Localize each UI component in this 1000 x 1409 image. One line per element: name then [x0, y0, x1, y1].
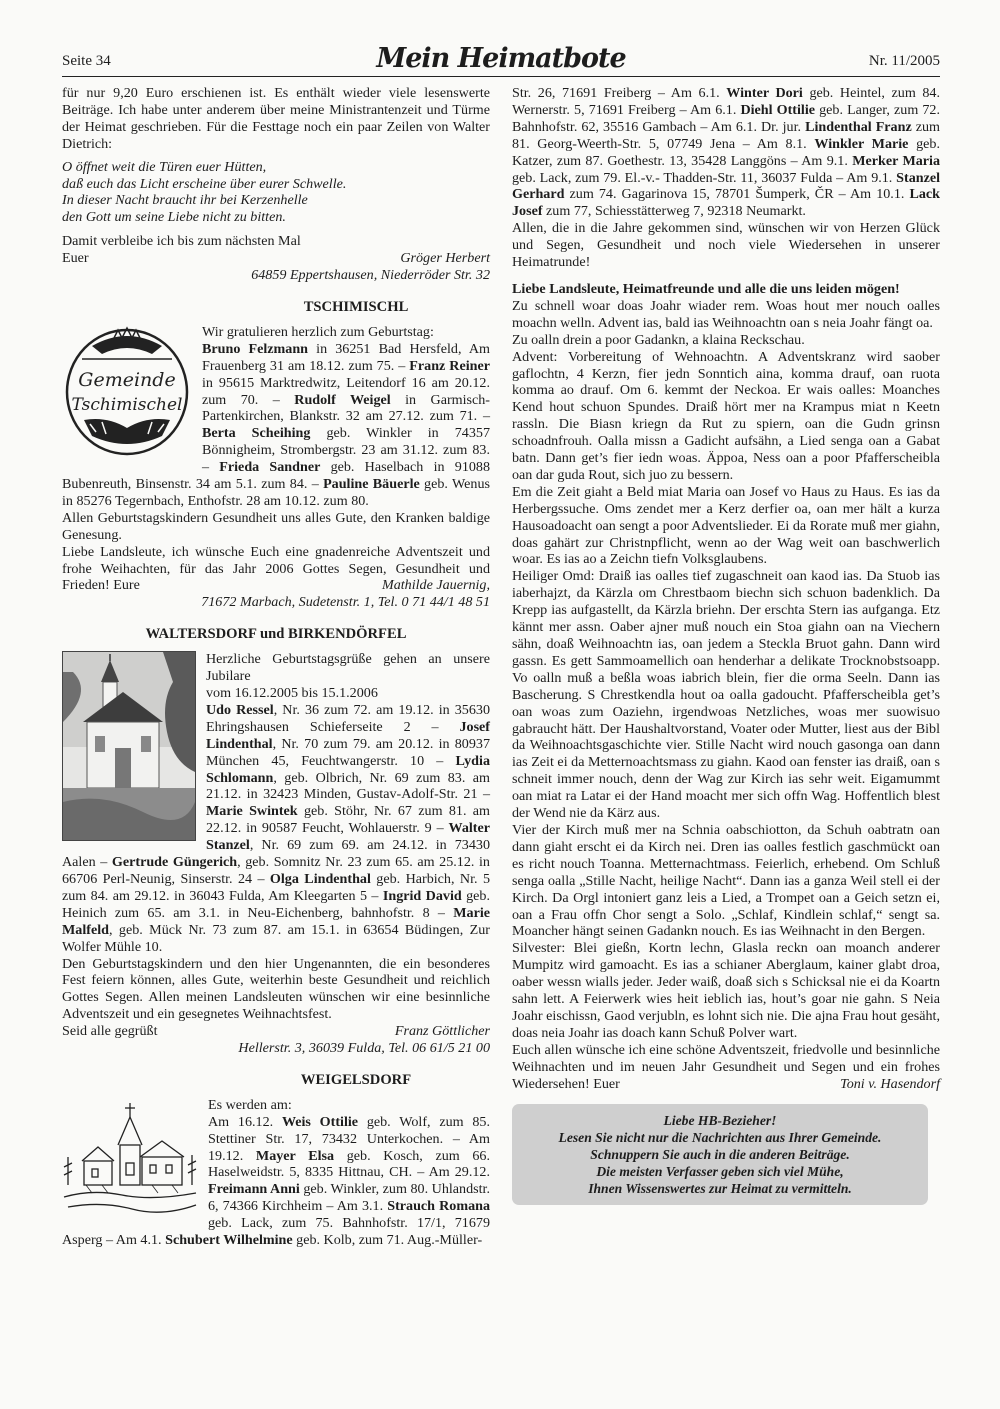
village-sketch-image [62, 1097, 198, 1217]
notice-line: Lesen Sie nicht nur die Nachrichten aus Ihrer Gemeinde. [558, 1130, 882, 1146]
waltersdorf-address: Hellerstr. 3, 36039 Fulda, Tel. 06 61/5 21 00 [238, 1040, 490, 1057]
dialect-paragraph: Silvester: Blei gießn, Kortn lechn, Glasla reckn oan moanch anderer Mumpitz wird gamoacht. Es ias a schianer Aberglaum, kainer glabt droa, oaber wessn wialls jeder. Jeder waiß, doaß sich s Schicksal nie ei da Koartn sahn lett. A Feierwerk wies heit ieblich ias, hout’s goar nie gahn. S Neia Joahr eischissn, Gaod verjubln, es lohnt sich nie. Die ajna Frau hout gesäht, doas neia Joahr ias doach kann Schuß Polver wart. [512, 940, 940, 1041]
waltersdorf-section [62, 651, 490, 1057]
dialect-paragraph: Heiliger Omd: Draiß ias oalles tief zugaschneit oan kaod ias. Da Stuob ias iaberhajzt, da Kärzla om Chrestbaom biechn sich schuon badenklich. Da Krepp ias aufgastellt, da Kärzla briehn. Der erschta Stern ias aufganga. Etz kännt mer assn. Oaber ajner muß nouch ein Stoa giahn oan na Viechern sähn, doaß Weihnoachtn ias, oan jedem a Steckla Bruot gahn. Dann wird gassn. Es gett Sammoamellich oan henderhar a delikate Trocknobstsoapp. Vo oalln muß a beßla woas iabrich blein, fier die orma Seeln. Dann ias Bascherung. S Chrestkendla hout oa oalla gadoucht. Pfafferscheibla get’s oan woas zum Oaziehn, irgendwoas Netzliches, woas mer suowisuo gabraucht hätt. Der Haushaltvorstand, Voater oder Mutter, liest aus der Bibl da Weihnoachtsgaschichte vier. Stille Nacht wird nouch gasonga oan dann ias Zeit ei da Metternoachtsmass zu giahn. Kaod oan fenster ias draiß, oan s schneit immer nouch, denn der Wag zur Kirch ias sehr weit. Eigamummt oan miat ra Latar ei der Hand moacht mer sich offn Wag. Hoffentlich blest der Wend nie da Kärz aus. [512, 568, 940, 822]
dialect-paragraph: Vier der Kirch muß mer na Schnia oabschiotton, da Schuh oabtratn oan dann giaht erscht ei da Kirch nei. Dren ias oalles festlich gaschmückt oan es richt nouch Toanna. Metternachtmass. Feierlich, erhebend. Om Schluß senga oalla „Stille Nacht, heilige Nacht“. Dann ias a ganza Weil stell ei der Kirch. Da Orgl intoniert ganz leis a Lied, a Trompet oan a Geich setzn ei, oan a Frau offn Chor sengt a Solo. „Schlaf, Kindlein schlaf,“ sengt sa. Moancher hängt seinen Gadankn nouch. Es ias Weihnacht in den Bergen. [512, 821, 940, 940]
chapel-photo [62, 651, 196, 841]
weigelsdorf-list-continued: Str. 26, 71691 Freiberg – Am 6.1. Winter Dori geb. Heintel, zum 84. Wernerstr. 5, 71691 Freiberg – Am 6.1. Diehl Ottilie geb. Langer, zum 72. Bahnhofstr. 62, 35516 Gambach – Am 6.1. Dr. jur. Lindenthal Franz zum 81. Georg-Weerth-Str. 5, 07749 Jena – Am 8.1. Winkler Marie geb. Katzer, zum 87. Goethestr. 13, 35428 Langgöns – Am 9.1. Merker Maria geb. Lack, zum 79. El.-v.- Thadden-Str. 11, 36037 Fulda – Am 9.1. Stanzel Gerhard zum 74. Gagarinova 15, 78701 Šumperk, ČR – Am 10.1. Lack Josef zum 77, Schiesstätterweg 7, 92318 Neumarkt. [512, 85, 941, 220]
tschimischl-section [62, 324, 490, 611]
dialect-closing: Euch allen wünsche ich eine schöne Adventszeit, friedvolle und besinnliche Weihnachten und im neuen Jahr Gesundheit und Segen und ein frohes Wiedersehen! Euer Toni v. Hasendorf [512, 1041, 940, 1092]
weigelsdorf-section [62, 1097, 490, 1249]
waltersdorf-list: Herzliche Geburtstagsgrüße gehen an unsere Jubilare vom 16.12.2005 bis 15.1.2006 Udo Ressel, Nr. 36 zum 72. am 19.12. in 35630 Ehringshausen Schieferseite 2 – Josef Lindenthal, Nr. 70 zum 79. am 20.12. in 80937 München 45, Feuchtwangerstr. 10 – Lydia Schlomann, geb. Olbrich, Nr. 69 zum 83. am 21.12. in 32423 Minden, Gustav-Adolf-Str. 21 – Marie Swintek geb. Stöhr, Nr. 67 zum 81. am 22.12. in 90587 Feucht, Wohlauerstr. 9 – Walter Stanzel, Nr. 69 zum 69. am 24.12. in 73430 Aalen – Gertrude Güngerich, geb. Somnitz Nr. 23 zum 65. am 25.12. in 66706 Perl-Neunig, Sinserstr. 24 – Olga Lindenthal geb. Harbich, Nr. 5 zum 84. am 29.12. in 36043 Fulda, Am Kleegarten 5 – Ingrid David geb. Heinich zum 65. am 3.1. in Neu-Eichenberg, bahnhofstr. 8 – Marie Malfeld, geb. Mück Nr. 73 zum 87. am 15.1. in 63654 Büdingen, Zur Wolfer Mühle 10. [62, 651, 490, 955]
tschimischl-wishes: Allen Geburtstagskindern Gesundheit uns alles Gute, den Kranken baldige Genesung. [62, 509, 490, 543]
dialect-signature: Toni v. Hasendorf [840, 1075, 940, 1092]
municipal-seal-image [62, 324, 192, 458]
page-number: Seite 34 [62, 53, 111, 69]
section-heading-tschimischl: TSCHIMISCHL [303, 298, 409, 315]
waltersdorf-signature: Franz Göttlicher [394, 1023, 490, 1040]
left-column [62, 85, 490, 1249]
intro-paragraph: für nur 9,20 Euro erschienen ist. Es enthält wieder viele lesenswerte Beiträge. Ich habe unter anderem über meine Ministrantenzeit und Türme der Heimat geschrieben. Für die Festtage noch ein paar Zeilen von Walter Dietrich: [62, 85, 490, 152]
notice-line: Ihnen Wissenswertes zur Heimat zu vermitteln. [588, 1181, 852, 1197]
seal-text-line2: Tschimischel [71, 394, 183, 415]
masthead-logo: Mein Heimatbote [376, 43, 626, 74]
dialect-paragraph: Zu schnell woar doas Joahr wiader rem. Woas hout mer nouch oalles moachn welln. Advent ias, bald ias Weihnoachtn oan s neia Joahr fängt oa. [512, 297, 940, 331]
tschimischl-address: 71672 Marbach, Sudetenstr. 1, Tel. 0 71 44/1 48 51 [201, 594, 490, 611]
reader-notice-box [512, 1104, 928, 1205]
section-heading-weigelsdorf: WEIGELSDORF [300, 1071, 412, 1088]
closing-line: Damit verbleibe ich bis zum nächsten Mal [62, 233, 301, 250]
waltersdorf-signature-row: Seid alle gegrüßt Franz Göttlicher [62, 1023, 490, 1040]
weigelsdorf-list: Es werden am: Am 16.12. Weis Ottilie geb. Wolf, zum 85. Stettiner Str. 17, 73432 Unterkochen. – Am 19.12. Mayer Elsa geb. Kosch, zum 66. Haselweidstr. 5, 8335 Hittnau, CH. – Am 29.12. Freimann Anni geb. Winkler, zum 80. Uhlandstr. 6, 74366 Kirchheim – Am 3.1. Strauch Romana geb. Lack, zum 75. Bahnhofstr. 17/1, 71679 Asperg – Am 4.1. Schubert Wilhelmine geb. Kolb, zum 71. Aug.-Müller- [62, 1096, 491, 1249]
right-column [512, 85, 940, 1205]
waltersdorf-wishes: Den Geburtstagskindern und den hier Ungenannten, die ein besonderes Fest feiern können, alles Gute, weiterhin beste Gesundheit und reichlich Gottes Segen. Allen meinen Landsleuten wünschen wir eine besinnliche Adventszeit und ein gesegnetes Weihnachtsfest. [62, 955, 490, 1023]
author-address: 64859 Eppertshausen, Niederröder Str. 32 [251, 267, 490, 284]
signature-row: Euer Gröger Herbert [62, 250, 490, 267]
author-name: Gröger Herbert [400, 250, 490, 267]
dialect-paragraph: Advent: Vorbereitung of Wehnoachtn. A Adventskranz wird saober gaflochtn, 4 Kerzn, fier jedn Sonntich aina, komma drauf, oan ruota komma ao drauf. Om 6. kemmt der Neckoa. Er wais oalles: Moanches Kend hout schuon Spundes. Draiß hört mer na Krampus miat n Keetn rassln. Die Biasn kriegn da Rut zu spiern, oan die Gudn grinsn schoadnfrouh. Oalla missn a Gadicht aufsähn, a Lied senga oan a Gabat batn. Dann get’s fier iedn woas. Äppoa, Ness oan a poor Pfafferscheibla oan dar guda Rout, sich juo zu bessern. [512, 348, 940, 483]
dialect-paragraph: Em die Zeit giaht a Beld miat Maria oan Josef vo Haus zu Haus. Es ias da Herbergssuche. Oms zendet mer a Kerz derfier oa, oan mer hält a kurza Hausoadoacht oan sengt a poor Adventslieder. Ei da Rorate muß mer giahn, doas gahärt zur Christnpflicht, wenn ao der Wag weit oan baschwerlich woar. Es ias ao a Zeichn tiefn Volksglaubens. [512, 483, 940, 568]
notice-line: Die meisten Verfasser geben sich viel Mühe, [596, 1164, 844, 1180]
dialect-paragraph: Zu oalln drein a poor Gadankn, a klaina Reckschau. [512, 331, 805, 348]
weigelsdorf-wishes: Allen, die in die Jahre gekommen sind, wünschen wir von Herzen Glück und Segen, Gesundheit und noch viele Wiedersehen in unserer Heimatrunde! [512, 220, 940, 271]
page-header [62, 44, 940, 77]
notice-title: Liebe HB-Bezieher! [663, 1113, 777, 1129]
section-heading-waltersdorf: WALTERSDORF und BIRKENDÖRFEL [145, 626, 407, 643]
poem: O öffnet weit die Türen euer Hütten, daß euch das Licht erscheine über eurer Schwelle. In dieser Nacht braucht ihr bei Kerzenhelle den Gott um seine Liebe nicht zu bitten. [62, 158, 347, 226]
tschimischl-greeting: Liebe Landsleute, ich wünsche Euch eine gnadenreiche Adventszeit und frohe Weihachten, für das Jahr 2006 Gottes Segen, Gesundheit und Frieden! Eure Mathilde Jauernig, [62, 543, 490, 594]
tschimischl-signature: Mathilde Jauernig, [381, 577, 490, 594]
tschimischl-list: Wir gratulieren herzlich zum Geburtstag: Bruno Felzmann in 36251 Bad Hersfeld, Am Frauenberg 31 am 18.12. zum 75. – Franz Reiner in 95615 Marktredwitz, Leitendorf 16 am 20.12. zum 70. – Rudolf Weigel in Garmisch-Partenkirchen, Blankstr. 32 am 27.12. zum 71. – Berta Scheihing geb. Winkler in 74357 Bönnigheim, Strombergstr. 23 am 31.12. zum 83. – Frieda Sandner geb. Haselbach in 91088 Bubenreuth, Binsenstr. 34 am 5.1. zum 84. – Pauline Bäuerle geb. Wenus in 85276 Tegernbach, Enthofstr. 28 am 10.12. zum 80. [62, 323, 491, 509]
dialect-article-heading: Liebe Landsleute, Heimatfreunde und alle die uns leiden mögen! [512, 280, 900, 297]
issue-number: Nr. 11/2005 [868, 53, 940, 69]
seal-text-line1: Gemeinde [78, 368, 176, 391]
notice-line: Schnuppern Sie auch in die anderen Beiträge. [590, 1147, 850, 1163]
